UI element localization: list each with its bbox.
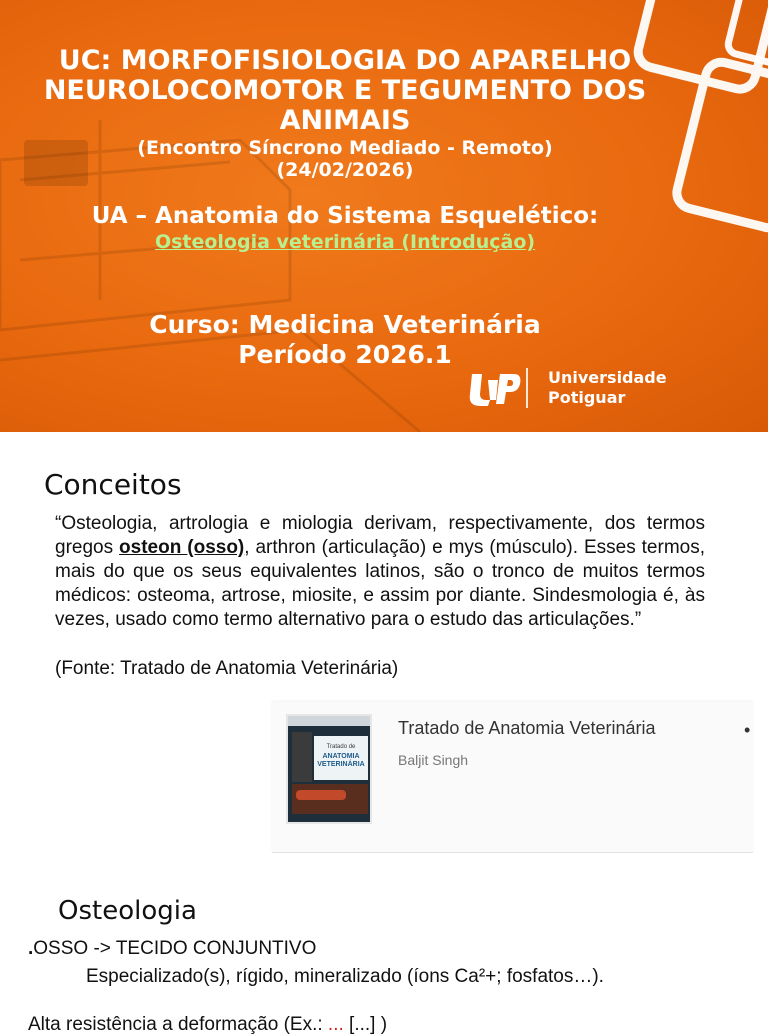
cover-big-title-1: ANATOMIA [322,753,360,760]
osso-definition: OSSO -> TECIDO CONJUNTIVO [33,938,317,959]
unp-logo-icon [468,370,522,406]
conceitos-paragraph [55,512,705,632]
learning-unit-label: UA – Anatomia do Sistema Esquelético: [91,203,599,229]
paragraph-text-end: , arthron (articulação) e mys (músculo). Esses termos, mais do que os seus equivalentes latinos, são o tronco de muitos termos médicos: osteoma, artrose, miosite, e assim por diante. Sindesmologia é, às vezes, usado como termo alternativo para o estudo das articulações.” [55,537,706,630]
universidade-potiguar-logo [468,366,668,410]
slide-title-line-3: ANIMAIS [279,105,411,136]
slide-title-line-1: UC: MORFOFISIOLOGIA DO APARELHO [58,45,632,76]
section-heading-conceitos: Conceitos [44,468,182,501]
learning-unit-link-wrap [0,230,690,254]
resistencia-text-end: [...] ) [343,1014,388,1035]
paragraph-source: (Fonte: Tratado de Anatomia Veterinária) [55,658,399,679]
resistencia-red-text: ... [327,1014,344,1035]
cover-big-title [314,753,368,769]
paragraph-text-start: “Osteologia, artrologia e miologia derivam, respectivamente, dos termos gregos [55,513,705,558]
logo-text [548,368,667,408]
logo-text-line-2: Potiguar [548,388,626,407]
slide-subtitle-mode: (Encontro Síncrono Mediado - Remoto) [137,137,553,159]
osteologia-line-resistencia [28,1014,387,1036]
osteologia-line-especializado: Especializado(s), rígido, mineralizado (íons Ca²+; fosfatos…). [86,966,604,987]
course-label: Curso: Medicina Veterinária [149,310,541,339]
logo-text-line-1: Universidade [548,368,667,387]
learning-unit-link[interactable]: Osteologia veterinária (Introdução) [154,231,536,253]
cover-small-title: Tratado de [326,744,356,750]
paragraph-highlight-osteon: osteon (osso) [119,537,245,558]
cover-muscle-image [296,790,346,800]
osteologia-line-osso [28,938,316,960]
book-author: Baljit Singh [398,752,469,768]
book-title[interactable]: Tratado de Anatomia Veterinária [398,718,656,738]
period-label: Período 2026.1 [238,340,452,369]
cover-top-band [288,716,370,726]
slide-title-line-2: NEUROLOCOMOTOR E TEGUMENTO DOS [43,75,647,106]
book-result-card[interactable] [272,702,753,853]
more-options-icon[interactable]: • [744,720,751,740]
bullet-dot: . [28,938,34,959]
resistencia-text-start: Alta resistência a deformação (Ex.: [28,1014,328,1035]
section-heading-osteologia: Osteologia [58,896,197,926]
book-cover-thumbnail[interactable] [286,714,372,824]
cover-dog-image [292,732,312,782]
slide-subtitle-date: (24/02/2026) [276,159,414,181]
title-slide-banner [0,0,768,432]
logo-divider [526,368,528,408]
cover-big-title-2: VETERINÁRIA [317,761,365,768]
